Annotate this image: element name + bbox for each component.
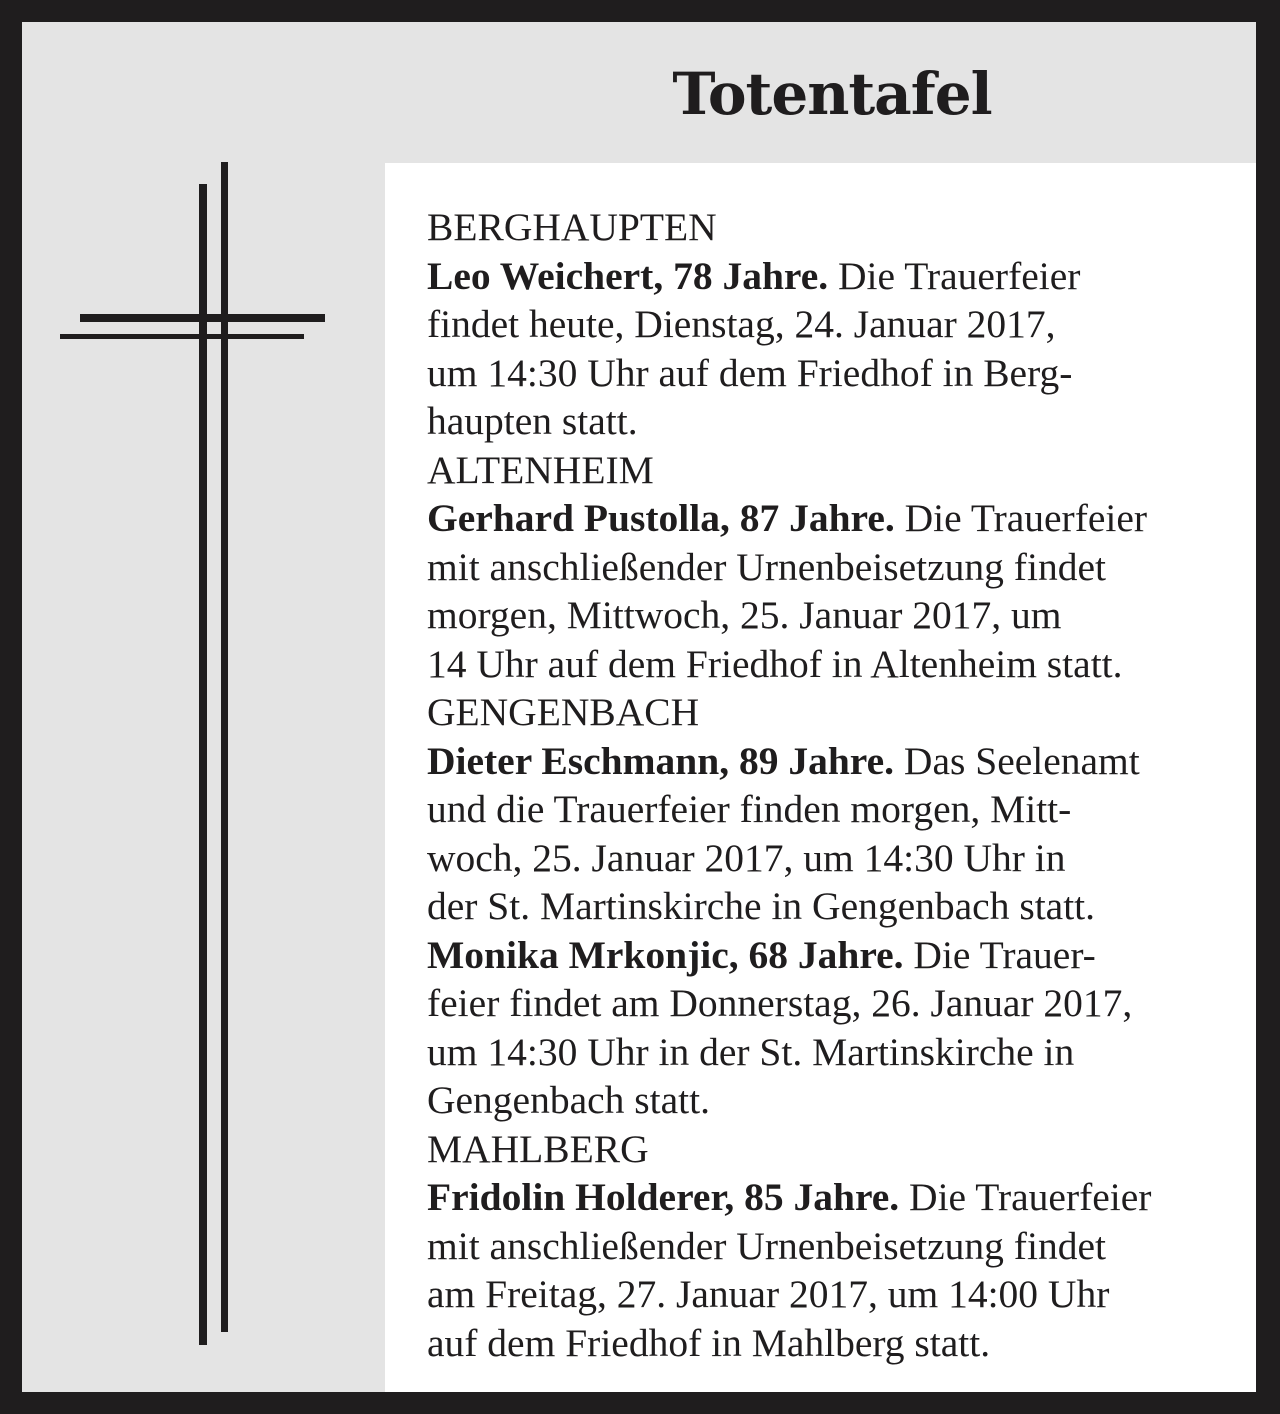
text-line (427, 494, 1237, 543)
notice-text: 14 Uhr auf dem Friedhof in Altenheim statt. (427, 641, 1123, 686)
obituary-text (427, 203, 1237, 1367)
notice-text: Die Trauerfeier (894, 496, 1148, 540)
text-line (427, 1222, 1237, 1271)
notice-text: MAHLBERG (427, 1126, 649, 1171)
text-line (427, 785, 1237, 834)
text-line (427, 1319, 1237, 1368)
text-line (427, 1125, 1237, 1174)
text-line (427, 1270, 1237, 1319)
notice-text: Die Trauer- (903, 932, 1096, 977)
obituary-content (385, 163, 1256, 1392)
notice-text: der St. Martinskirche in Gengenbach statt. (427, 884, 1096, 928)
cross-icon (22, 22, 352, 1362)
text-line (427, 1173, 1237, 1222)
deceased-name: Leo Weichert, 78 Jahre. (427, 253, 829, 298)
deceased-name: Monika Mrkonjic, 68 Jahre. (427, 932, 904, 977)
notice-text: haupten statt. (427, 399, 638, 443)
notice-text: ALTENHEIM (427, 447, 654, 492)
notice-text: morgen, Mittwoch, 25. Januar 2017, um (427, 593, 1062, 637)
notice-text: GENGENBACH (427, 690, 700, 734)
notice-text: feier findet am Donnerstag, 26. Januar 2017, (427, 981, 1133, 1025)
notice-text: Gengenbach statt. (427, 1078, 710, 1122)
notice-text: mit anschließender Urnenbeisetzung findet (427, 544, 1106, 589)
notice-text: Das Seelenamt (894, 738, 1140, 783)
notice-text: woch, 25. Januar 2017, um 14:30 Uhr in (427, 835, 1066, 880)
text-line (427, 397, 1237, 446)
text-line (427, 834, 1237, 883)
notice-text: am Freitag, 27. Januar 2017, um 14:00 Uhr (427, 1272, 1110, 1316)
notice-text: um 14:30 Uhr auf dem Friedhof in Berg- (427, 350, 1073, 395)
notice-text: mit anschließender Urnenbeisetzung findet (427, 1223, 1106, 1268)
deceased-name: Fridolin Holderer, 85 Jahre. (427, 1175, 900, 1219)
obituary-panel (22, 22, 1256, 1392)
notice-text: um 14:30 Uhr in der St. Martinskirche in (427, 1029, 1075, 1074)
text-line (427, 979, 1237, 1028)
page-title: Totentafel (672, 60, 992, 128)
text-line (427, 591, 1237, 640)
text-line (427, 1028, 1237, 1077)
text-line (427, 300, 1237, 349)
notice-text: und die Trauerfeier finden morgen, Mitt- (427, 787, 1072, 831)
text-line (427, 543, 1237, 592)
notice-text: auf dem Friedhof in Mahlberg statt. (427, 1320, 991, 1365)
text-line (427, 931, 1237, 980)
text-line (427, 1076, 1237, 1125)
text-line (427, 349, 1237, 398)
deceased-name: Gerhard Pustolla, 87 Jahre. (427, 496, 895, 540)
notice-text: Die Trauerfeier (828, 253, 1081, 298)
text-line (427, 882, 1237, 931)
text-line (427, 640, 1237, 689)
notice-text: findet heute, Dienstag, 24. Januar 2017, (427, 302, 1056, 346)
text-line (427, 252, 1237, 301)
text-line (427, 446, 1237, 495)
text-line (427, 203, 1237, 252)
deceased-name: Dieter Eschmann, 89 Jahre. (427, 738, 895, 783)
notice-text: Die Trauerfeier (899, 1175, 1152, 1219)
text-line (427, 688, 1237, 737)
text-line (427, 737, 1237, 786)
notice-text: BERGHAUPTEN (427, 205, 717, 249)
